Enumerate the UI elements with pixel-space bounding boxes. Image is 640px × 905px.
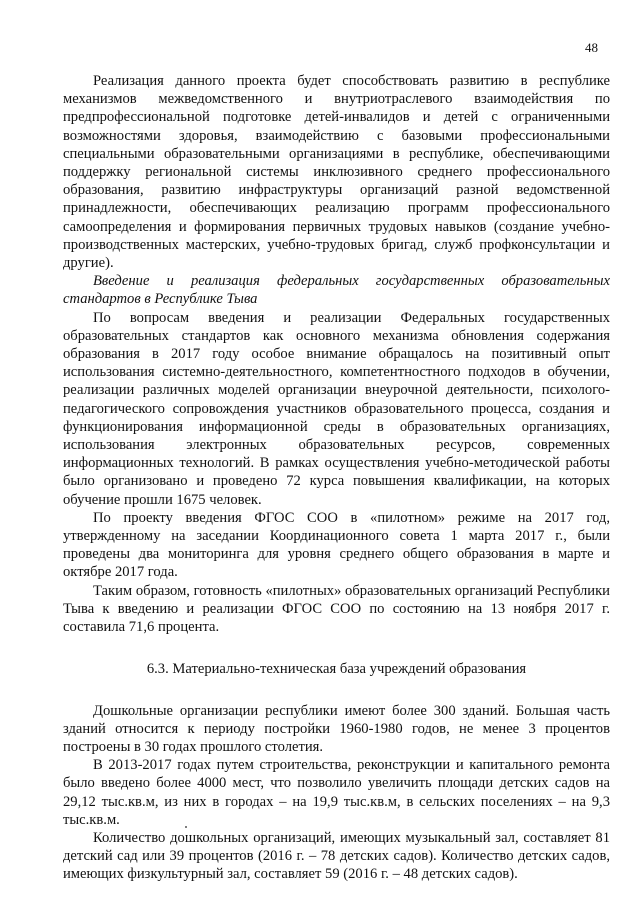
subheading-fgos-introduction: Введение и реализация федеральных государственных образовательных стандартов в Республике Тыва: [63, 273, 610, 308]
paragraph-readiness: Таким образом, готовность «пилотных» образовательных организаций Республики Тыва к введению и реализации ФГОС СОО по состоянию на 13 ноября 2017 г. составила 71,6 процента.: [63, 582, 610, 636]
section-heading: 6.3. Материально-техническая база учреждений образования: [146, 661, 527, 678]
page-number: 48: [585, 40, 598, 55]
paragraph-project-effects: Реализация данного проекта будет способствовать развитию в республике механизмов межведомственного и внутриотраслевого взаимодействия по предпрофессиональной подготовке детей-инвалидов и детей с ограниченными возможностями здоровья, взаимодействию с базовыми профессиональными специальными образовательными организациями в республике, обеспечивающими поддержку региональной системы инклюзивного среднего профессионального образования, развитию инфраструктуры организаций разной ведомственной принадлежности, обеспечивающих реализацию программ профессионального самоопределения и формирования первичных трудовых навыков (создание учебно-производственных мастерских, учебно-трудовых бригад, служб профконсультации и другие).: [63, 73, 610, 272]
paragraph-buildings: Дошкольные организации республики имеют более 300 зданий. Большая часть зданий относится к периоду постройки 1960-1980 годов, не менее 3 процентов построены в 30 годах прошлого столетия.: [63, 702, 610, 755]
document-body: [63, 72, 610, 884]
paragraph-fgos-implementation: По вопросам введения и реализации Федеральных государственных образовательных стандартов как основного механизма обновления содержания образования в 2017 году особое внимание обращалось на позитивный опыт использования системно-деятельностного, компетентностного подходов в обучении, реализации различных моделей организации внеурочной деятельности, психолого-педагогического сопровождения участников образовательного процесса, создания и функционирования информационной среды в образовательных организациях, использования электронных образовательных ресурсов, современных информационных технологий. В рамках осуществления учебно-методической работы было организовано и проведено 72 курса повышения квалификации, на которых обучение прошли 1675 человек.: [63, 309, 610, 508]
spacer: [63, 679, 610, 702]
paragraph-halls: Количество дошкольных организаций, имеющих музыкальный зал, составляет 81 детский сад или 39 процентов (2016 г. – 78 детских садов). Количество детских садов, имеющих физкультурный зал, составляет 59 (2016 г. – 48 детских садов).: [63, 829, 610, 883]
paragraph-pilot-project: По проекту введения ФГОС СОО в «пилотном» режиме на 2017 год, утвержденному на заседании Координационного совета 1 марта 2017 г., были проведены два мониторинга для уровня среднего общего образования в марте и октябре 2017 года.: [63, 509, 610, 581]
paragraph-construction: В 2013-2017 годах путем строительства, реконструкции и капитального ремонта было введено более 4000 мест, что позволило увеличить площади детских садов на 29,12 тыс.кв.м, из них в городах – на 19,9 тыс.кв.м, в сельских поселениях – на 9,3 тыс.кв.м.: [63, 757, 610, 828]
spacer: [63, 636, 610, 660]
stray-dot-mark: [185, 826, 187, 828]
